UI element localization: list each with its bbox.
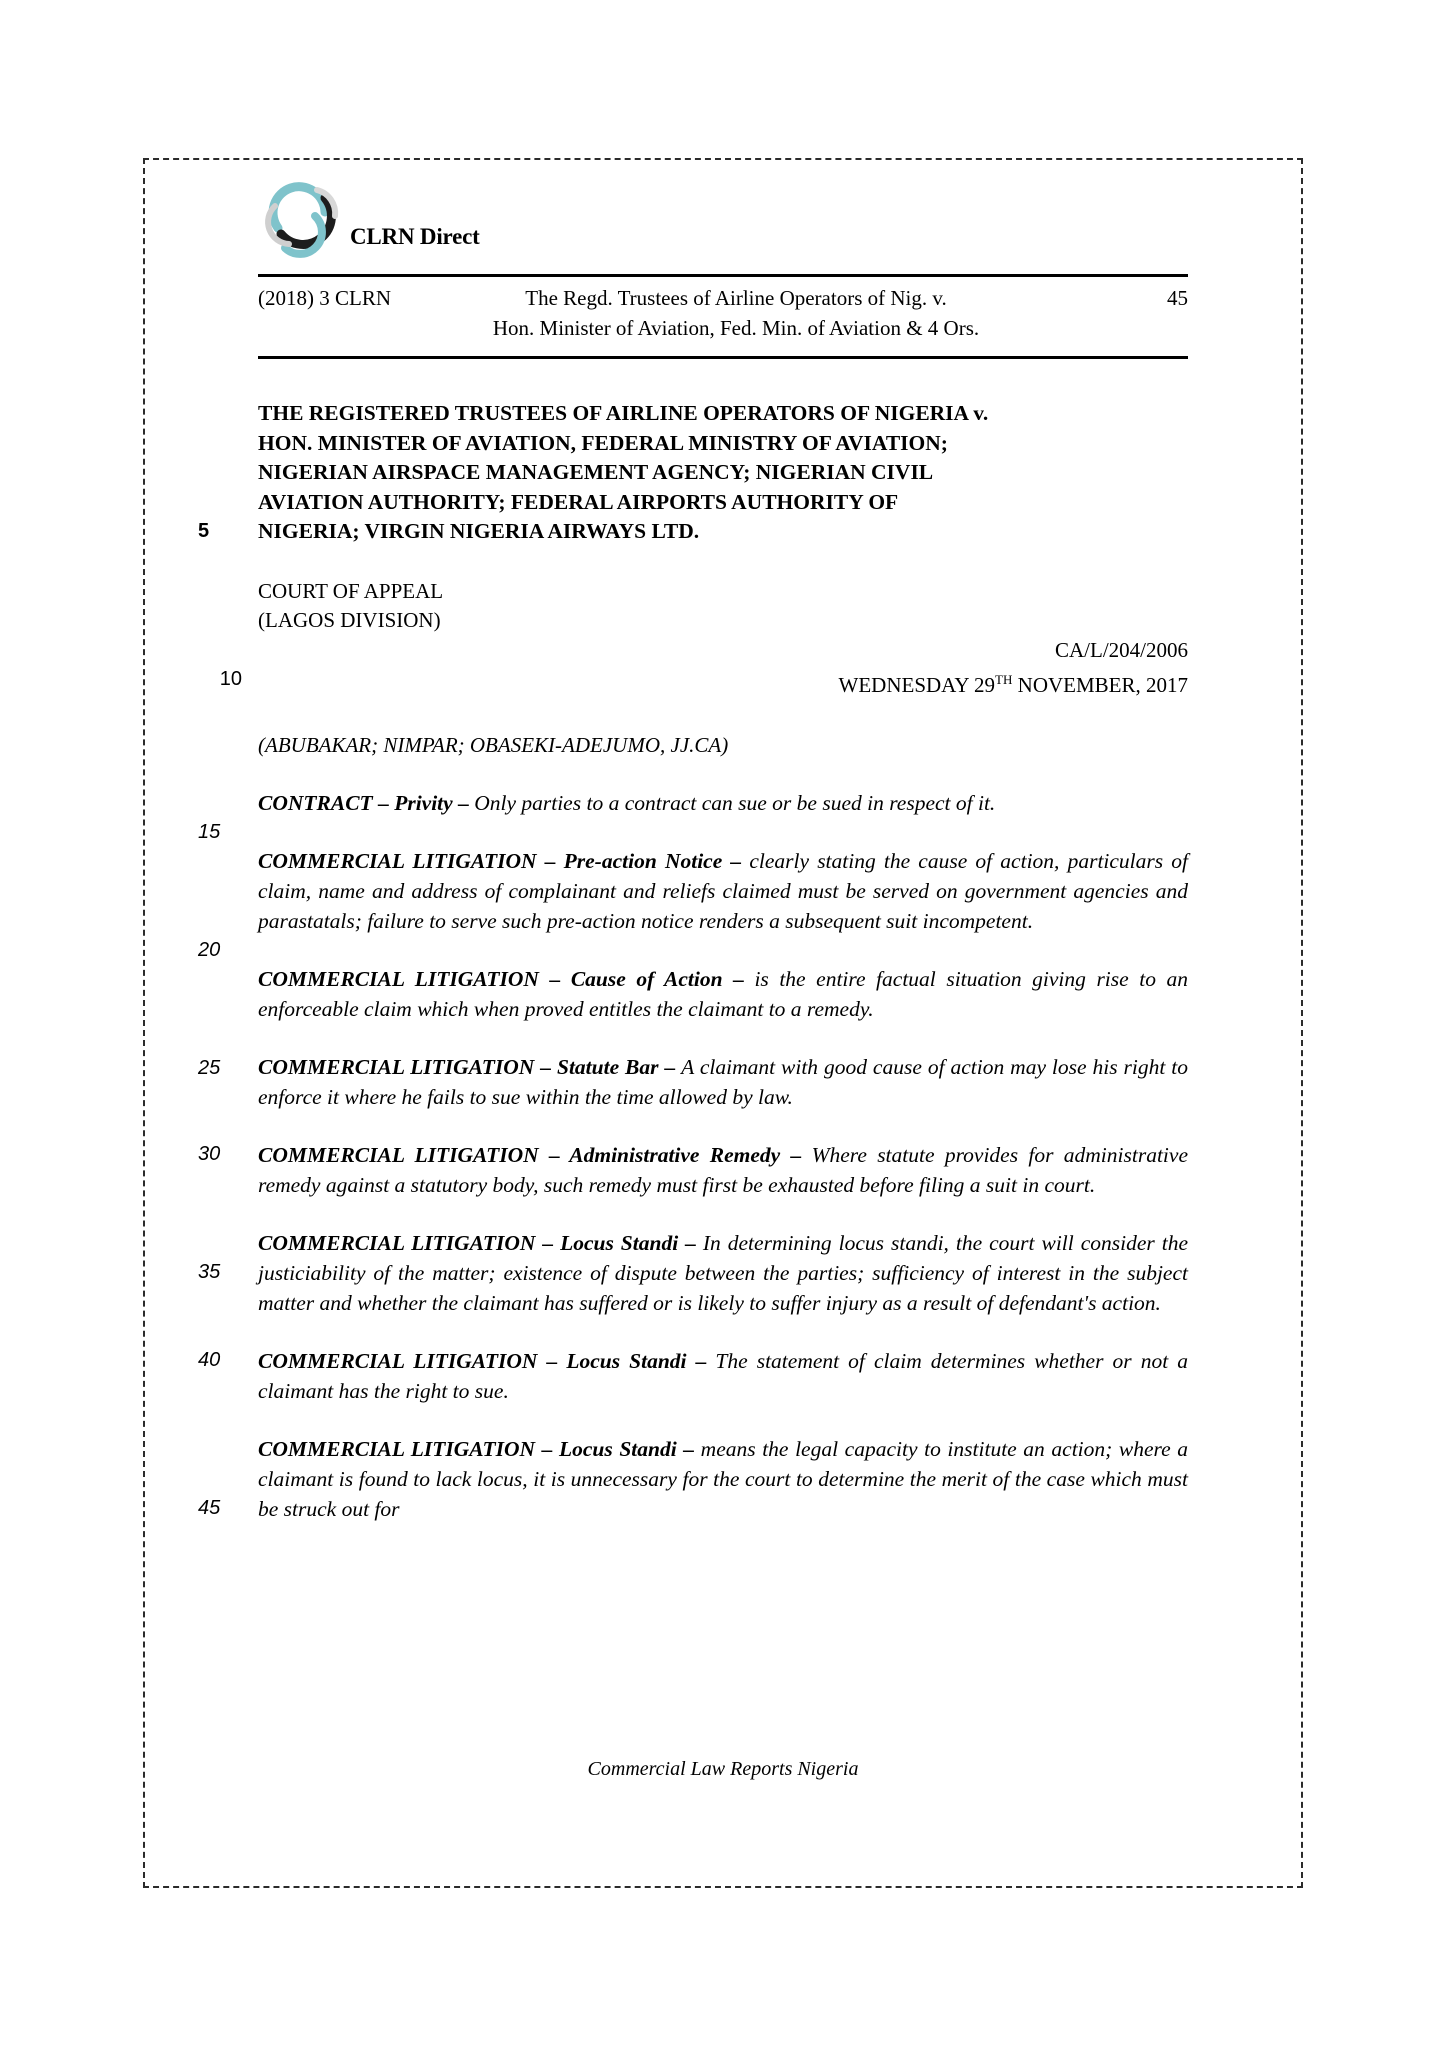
headnote-separator: – bbox=[538, 966, 571, 991]
headnote-topic: COMMERCIAL LITIGATION bbox=[258, 1348, 538, 1373]
case-title-line-5-row bbox=[198, 517, 1188, 547]
case-title bbox=[198, 399, 1188, 547]
masthead bbox=[258, 178, 1188, 274]
headnote-item bbox=[198, 1434, 1189, 1524]
headnote-separator: – bbox=[678, 1230, 703, 1255]
line-number-20: 20 bbox=[198, 938, 221, 961]
headnote-text: Only parties to a contract can sue or be sued in respect of it. bbox=[474, 790, 996, 815]
headnote-topic: COMMERCIAL LITIGATION bbox=[258, 848, 537, 873]
headnote-separator: – bbox=[676, 1436, 701, 1461]
headnote-item bbox=[198, 1346, 1188, 1406]
line-number-25: 25 bbox=[198, 1056, 221, 1079]
court-name: COURT OF APPEAL bbox=[258, 578, 444, 603]
case-title-line-4: AVIATION AUTHORITY; FEDERAL AIRPORTS AUTHORITY OF bbox=[258, 489, 899, 514]
line-number-35: 35 bbox=[198, 1260, 221, 1283]
headnote-subtopic: Administrative Remedy bbox=[569, 1142, 781, 1167]
headnote-item bbox=[258, 1052, 1188, 1112]
headnote-topic: COMMERCIAL LITIGATION bbox=[258, 1054, 535, 1079]
headnote-subtopic: Cause of Action bbox=[570, 966, 723, 991]
running-head-case-line-1: The Regd. Trustees of Airline Operators of Nig. v. bbox=[525, 286, 947, 310]
headnote-text: The statement of claim determines whether or not a claimant has the right to sue. bbox=[258, 1348, 1188, 1403]
headnote-item bbox=[198, 1228, 1189, 1318]
clrn-swirl-logo-icon bbox=[255, 176, 351, 260]
case-title-line-5: NIGERIA; VIRGIN NIGERIA AIRWAYS LTD. bbox=[258, 519, 700, 543]
page-number: 45 bbox=[1167, 286, 1188, 310]
line-number-15: 15 bbox=[198, 820, 221, 843]
judgment-date-ordinal: TH bbox=[995, 672, 1013, 687]
headnote-separator: – bbox=[452, 790, 475, 815]
case-title-line-1: THE REGISTERED TRUSTEES OF AIRLINE OPERATORS OF NIGERIA v. bbox=[258, 401, 989, 425]
headnote-subtopic: Locus Standi bbox=[566, 1348, 687, 1373]
running-head bbox=[258, 277, 1188, 345]
panel-of-judges: (ABUBAKAR; NIMPAR; OBASEKI-ADEJUMO, JJ.CA) bbox=[258, 732, 729, 757]
headnote-text: clearly stating the cause of action, particulars of claim, name and address of complainant and reliefs claimed must be served on government agencies and parastatals; failure to serve such pre-action notice renders a subsequent suit incompetent. bbox=[258, 848, 1189, 933]
document-body bbox=[198, 399, 1189, 1524]
headnote-separator: – bbox=[722, 848, 750, 873]
headnote-topic: COMMERCIAL LITIGATION bbox=[258, 966, 539, 991]
citation-label: (2018) 3 CLRN bbox=[258, 286, 391, 310]
headnote-subtopic: Locus Standi bbox=[558, 1436, 677, 1461]
headnote-item bbox=[198, 788, 1188, 843]
headnote-separator: – bbox=[372, 790, 395, 815]
document-sheet bbox=[198, 178, 1189, 1828]
headnote-separator: – bbox=[538, 1142, 570, 1167]
headnote-subtopic: Locus Standi bbox=[560, 1230, 679, 1255]
headnote-separator: – bbox=[535, 1436, 559, 1461]
headnote-text: is the entire factual situation giving rise to an enforceable claim which when proved entitles the claimant to a remedy. bbox=[258, 966, 1189, 1021]
headnote-separator: – bbox=[534, 1054, 557, 1079]
line-number-30: 30 bbox=[198, 1142, 221, 1165]
case-title-line-3: NIGERIAN AIRSPACE MANAGEMENT AGENCY; NIGERIAN CIVIL bbox=[258, 460, 934, 484]
headnote-separator: – bbox=[722, 966, 755, 991]
masthead-rule-bottom bbox=[258, 356, 1188, 359]
page-footer: Commercial Law Reports Nigeria bbox=[587, 1758, 859, 1780]
headnote-topic: COMMERCIAL LITIGATION bbox=[258, 1436, 536, 1461]
headnote-text: Where statute provides for administrative remedy against a statutory body, such remedy must first be exhausted before filing a suit in court. bbox=[258, 1142, 1188, 1197]
headnote-item bbox=[198, 846, 1189, 961]
line-number-45: 45 bbox=[198, 1496, 221, 1519]
headnote-item bbox=[198, 1140, 1188, 1200]
headnote-topic: COMMERCIAL LITIGATION bbox=[258, 1142, 539, 1167]
running-head-case bbox=[258, 283, 1188, 343]
headnote-topic: COMMERCIAL LITIGATION bbox=[258, 1230, 536, 1255]
judgment-date-prefix: WEDNESDAY 29 bbox=[838, 673, 996, 697]
headnote-text: In determining locus standi, the court will consider the justiciability of the matter; existence of dispute between the parties; sufficiency of interest in the subject matter and whether the claimant has suffered or is likely to suffer injury as a result of defendant's action. bbox=[258, 1230, 1189, 1315]
headnote-text: A claimant with good cause of action may lose his right to enforce it where he fails to sue within the time allowed by law. bbox=[258, 1054, 1189, 1109]
headnote-subtopic: Pre-action Notice bbox=[563, 848, 723, 873]
headnote-separator: – bbox=[535, 1230, 561, 1255]
judgment-date-row bbox=[219, 665, 1188, 701]
line-number-10: 10 bbox=[219, 668, 242, 690]
court-division: (LAGOS DIVISION) bbox=[258, 608, 441, 632]
headnote-separator: – bbox=[780, 1142, 812, 1167]
brand-name: CLRN Direct bbox=[350, 224, 480, 249]
headnote-subtopic: Statute Bar bbox=[556, 1054, 659, 1079]
running-head-case-line-2: Hon. Minister of Aviation, Fed. Min. of Aviation & 4 Ors. bbox=[492, 316, 980, 340]
court-block bbox=[219, 577, 1188, 701]
suit-number: CA/L/204/2006 bbox=[1054, 637, 1188, 662]
headnote-text: means the legal capacity to institute an action; where a claimant is found to lack locus, it is unnecessary for the court to determine the merit of the case which must be struck out for bbox=[258, 1436, 1189, 1521]
line-number-40: 40 bbox=[198, 1348, 221, 1371]
headnote-subtopic: Privity bbox=[394, 790, 453, 815]
case-title-line-2: HON. MINISTER OF AVIATION, FEDERAL MINISTRY OF AVIATION; bbox=[258, 430, 948, 455]
headnote-separator: – bbox=[537, 1348, 567, 1373]
headnote-separator: – bbox=[658, 1054, 682, 1079]
line-number-5: 5 bbox=[198, 520, 210, 542]
headnote-separator: – bbox=[686, 1348, 716, 1373]
judgment-date-suffix: NOVEMBER, 2017 bbox=[1012, 673, 1188, 697]
headnote-topic: CONTRACT bbox=[258, 790, 373, 815]
headnote-separator: – bbox=[536, 848, 564, 873]
